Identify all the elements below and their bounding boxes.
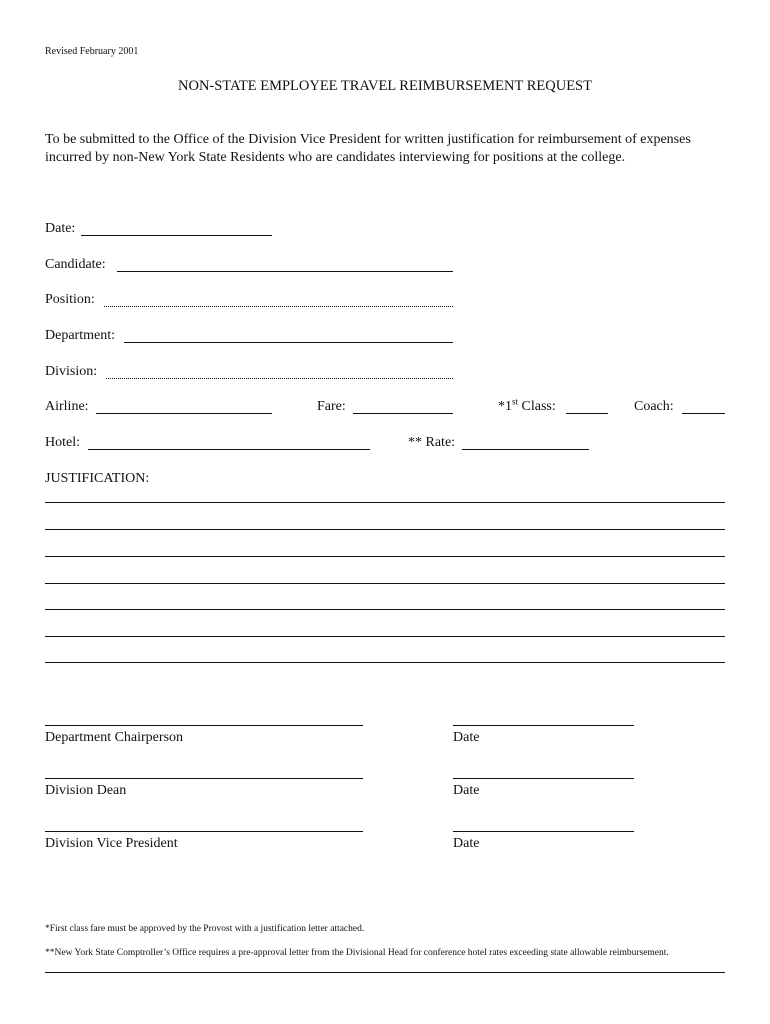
justification-line[interactable]	[45, 636, 725, 637]
justification-line[interactable]	[45, 583, 725, 584]
position-label: Position:	[45, 292, 95, 307]
chairperson-date-line[interactable]	[453, 725, 634, 726]
fare-field[interactable]	[353, 413, 453, 414]
department-field[interactable]	[124, 342, 453, 343]
fare-label: Fare:	[317, 399, 346, 414]
hotel-label: Hotel:	[45, 435, 80, 450]
airline-label: Airline:	[45, 399, 89, 414]
candidate-field[interactable]	[117, 271, 453, 272]
chairperson-signature-line[interactable]	[45, 725, 363, 726]
candidate-label: Candidate:	[45, 257, 106, 272]
division-field[interactable]	[106, 378, 453, 379]
intro-paragraph: To be submitted to the Office of the Division Vice President for written justification for reimbursement of expenses incurred by non-New York State Residents who are candidates interviewing for positions at the college.	[45, 132, 691, 165]
justification-line[interactable]	[45, 662, 725, 663]
vp-signature-line[interactable]	[45, 831, 363, 832]
division-label: Division:	[45, 364, 98, 379]
dean-signature-line[interactable]	[45, 778, 363, 779]
date-label: Date:	[45, 221, 76, 236]
footnote-hotel-rate: **New York State Comptroller’s Office requires a pre-approval letter from the Divisional Head for conference hotel rates exceeding state allowable reimbursement.	[45, 948, 669, 958]
justification-label: JUSTIFICATION:	[45, 471, 150, 486]
dean-date-line[interactable]	[453, 778, 634, 779]
footnote-first-class: *First class fare must be approved by the Provost with a justification letter attached.	[45, 924, 365, 934]
form-title: NON-STATE EMPLOYEE TRAVEL REIMBURSEMENT REQUEST	[178, 78, 592, 94]
chairperson-date-label: Date	[453, 730, 480, 745]
dean-label: Division Dean	[45, 783, 127, 798]
date-field[interactable]	[81, 235, 272, 236]
rate-field[interactable]	[462, 449, 589, 450]
position-field[interactable]	[104, 306, 453, 307]
hotel-field[interactable]	[88, 449, 370, 450]
vp-date-label: Date	[453, 836, 480, 851]
rate-label: ** Rate:	[408, 435, 456, 450]
dean-date-label: Date	[453, 783, 480, 798]
justification-line[interactable]	[45, 609, 725, 610]
department-label: Department:	[45, 328, 115, 343]
coach-label: Coach:	[634, 399, 674, 414]
airline-field[interactable]	[96, 413, 272, 414]
first-class-label: *1st Class:	[498, 396, 556, 414]
coach-field[interactable]	[682, 413, 725, 414]
first-class-field[interactable]	[566, 413, 608, 414]
justification-line[interactable]	[45, 529, 725, 530]
revised-date: Revised February 2001	[45, 46, 139, 57]
chairperson-label: Department Chairperson	[45, 730, 184, 745]
vp-date-line[interactable]	[453, 831, 634, 832]
vp-label: Division Vice President	[45, 836, 178, 851]
justification-line[interactable]	[45, 556, 725, 557]
footer-rule	[45, 972, 725, 973]
justification-line[interactable]	[45, 502, 725, 503]
